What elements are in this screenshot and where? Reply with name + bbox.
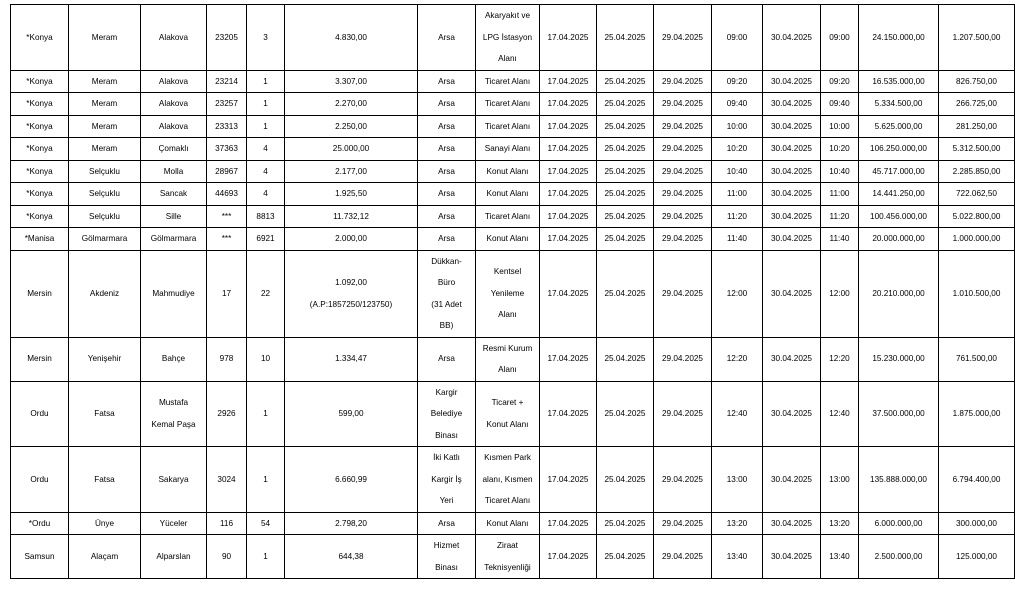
tender-time-cell: 12:40 (821, 381, 859, 447)
zoning-cell: Kentsel Yenileme Alanı (476, 250, 540, 337)
quality-cell: İki Katlı Kargir İş Yeri (418, 447, 476, 513)
table-row (11, 183, 1015, 206)
deposit-cell: 125.000,00 (939, 535, 1015, 579)
tender-time-cell: 13:00 (821, 447, 859, 513)
deadline-date-cell: 29.04.2025 (654, 115, 712, 138)
area-cell: 2.270,00 (285, 93, 418, 116)
deposit-cell: 2.285.850,00 (939, 160, 1015, 183)
estimated-price-cell: 15.230.000,00 (859, 337, 939, 381)
block-cell: 3024 (207, 447, 247, 513)
block-cell: 116 (207, 512, 247, 535)
deadline-time-cell: 13:40 (712, 535, 763, 579)
deposit-cell: 300.000,00 (939, 512, 1015, 535)
deposit-cell: 761.500,00 (939, 337, 1015, 381)
deposit-cell: 5.312.500,00 (939, 138, 1015, 161)
estimated-price-cell: 24.150.000,00 (859, 5, 939, 71)
parcel-cell: 1 (247, 381, 285, 447)
announcement-date-cell: 17.04.2025 (540, 381, 597, 447)
deadline-time-cell: 11:00 (712, 183, 763, 206)
estimated-price-cell: 45.717.000,00 (859, 160, 939, 183)
district-cell: Meram (69, 93, 141, 116)
quality-cell: Arsa (418, 5, 476, 71)
table-row (11, 93, 1015, 116)
announcement-date-cell: 17.04.2025 (540, 512, 597, 535)
announcement-date-cell: 17.04.2025 (540, 337, 597, 381)
district-cell: Yenişehir (69, 337, 141, 381)
deposit-cell: 722.062,50 (939, 183, 1015, 206)
table-row (11, 535, 1015, 579)
tender-date-cell: 30.04.2025 (763, 228, 821, 251)
neighborhood-cell: Mahmudiye (141, 250, 207, 337)
tender-date-cell: 30.04.2025 (763, 512, 821, 535)
tender-date-cell: 30.04.2025 (763, 93, 821, 116)
announcement-date-cell: 17.04.2025 (540, 535, 597, 579)
deposit-cell: 6.794.400,00 (939, 447, 1015, 513)
application-date-cell: 25.04.2025 (597, 183, 654, 206)
deadline-date-cell: 29.04.2025 (654, 93, 712, 116)
neighborhood-cell: Mustafa Kemal Paşa (141, 381, 207, 447)
application-date-cell: 25.04.2025 (597, 205, 654, 228)
auction-table (10, 4, 1015, 579)
deadline-time-cell: 11:40 (712, 228, 763, 251)
tender-date-cell: 30.04.2025 (763, 250, 821, 337)
block-cell: 37363 (207, 138, 247, 161)
block-cell: 23205 (207, 5, 247, 71)
tender-time-cell: 10:40 (821, 160, 859, 183)
quality-cell: Arsa (418, 93, 476, 116)
tender-date-cell: 30.04.2025 (763, 5, 821, 71)
district-cell: Selçuklu (69, 160, 141, 183)
application-date-cell: 25.04.2025 (597, 381, 654, 447)
neighborhood-cell: Alakova (141, 5, 207, 71)
tender-time-cell: 13:20 (821, 512, 859, 535)
announcement-date-cell: 17.04.2025 (540, 5, 597, 71)
announcement-date-cell: 17.04.2025 (540, 228, 597, 251)
announcement-date-cell: 17.04.2025 (540, 138, 597, 161)
announcement-date-cell: 17.04.2025 (540, 447, 597, 513)
deadline-time-cell: 09:40 (712, 93, 763, 116)
deposit-cell: 1.207.500,00 (939, 5, 1015, 71)
quality-cell: Kargir Belediye Binası (418, 381, 476, 447)
application-date-cell: 25.04.2025 (597, 160, 654, 183)
table-row (11, 160, 1015, 183)
neighborhood-cell: Gölmarmara (141, 228, 207, 251)
zoning-cell: Sanayi Alanı (476, 138, 540, 161)
application-date-cell: 25.04.2025 (597, 5, 654, 71)
block-cell: 44693 (207, 183, 247, 206)
parcel-cell: 6921 (247, 228, 285, 251)
parcel-cell: 3 (247, 5, 285, 71)
zoning-cell: Resmi Kurum Alanı (476, 337, 540, 381)
application-date-cell: 25.04.2025 (597, 138, 654, 161)
area-cell: 25.000,00 (285, 138, 418, 161)
estimated-price-cell: 135.888.000,00 (859, 447, 939, 513)
province-cell: *Konya (11, 160, 69, 183)
neighborhood-cell: Sakarya (141, 447, 207, 513)
quality-cell: Arsa (418, 160, 476, 183)
area-cell: 644,38 (285, 535, 418, 579)
application-date-cell: 25.04.2025 (597, 250, 654, 337)
tender-time-cell: 10:00 (821, 115, 859, 138)
district-cell: Selçuklu (69, 205, 141, 228)
province-cell: *Konya (11, 70, 69, 93)
neighborhood-cell: Alparslan (141, 535, 207, 579)
province-cell: Samsun (11, 535, 69, 579)
tender-date-cell: 30.04.2025 (763, 70, 821, 93)
neighborhood-cell: Çomaklı (141, 138, 207, 161)
deadline-date-cell: 29.04.2025 (654, 70, 712, 93)
estimated-price-cell: 20.210.000,00 (859, 250, 939, 337)
deadline-time-cell: 11:20 (712, 205, 763, 228)
application-date-cell: 25.04.2025 (597, 115, 654, 138)
estimated-price-cell: 106.250.000,00 (859, 138, 939, 161)
estimated-price-cell: 100.456.000,00 (859, 205, 939, 228)
quality-cell: Arsa (418, 115, 476, 138)
area-cell: 4.830,00 (285, 5, 418, 71)
deadline-date-cell: 29.04.2025 (654, 512, 712, 535)
estimated-price-cell: 20.000.000,00 (859, 228, 939, 251)
deadline-time-cell: 13:20 (712, 512, 763, 535)
block-cell: 23257 (207, 93, 247, 116)
tender-time-cell: 09:00 (821, 5, 859, 71)
tender-date-cell: 30.04.2025 (763, 205, 821, 228)
district-cell: Selçuklu (69, 183, 141, 206)
deadline-date-cell: 29.04.2025 (654, 138, 712, 161)
table-row (11, 205, 1015, 228)
parcel-cell: 4 (247, 160, 285, 183)
estimated-price-cell: 5.334.500,00 (859, 93, 939, 116)
deadline-time-cell: 12:00 (712, 250, 763, 337)
zoning-cell: Ticaret Alanı (476, 70, 540, 93)
deadline-time-cell: 12:20 (712, 337, 763, 381)
neighborhood-cell: Alakova (141, 115, 207, 138)
district-cell: Alaçam (69, 535, 141, 579)
zoning-cell: Konut Alanı (476, 183, 540, 206)
area-cell: 6.660,99 (285, 447, 418, 513)
block-cell: 17 (207, 250, 247, 337)
table-row (11, 447, 1015, 513)
zoning-cell: Ziraat Teknisyenliği (476, 535, 540, 579)
estimated-price-cell: 6.000.000,00 (859, 512, 939, 535)
tender-time-cell: 12:20 (821, 337, 859, 381)
province-cell: *Konya (11, 115, 69, 138)
application-date-cell: 25.04.2025 (597, 228, 654, 251)
tender-date-cell: 30.04.2025 (763, 381, 821, 447)
area-cell: 3.307,00 (285, 70, 418, 93)
province-cell: *Konya (11, 183, 69, 206)
parcel-cell: 54 (247, 512, 285, 535)
deadline-date-cell: 29.04.2025 (654, 205, 712, 228)
area-cell: 2.000,00 (285, 228, 418, 251)
block-cell: 28967 (207, 160, 247, 183)
neighborhood-cell: Sille (141, 205, 207, 228)
estimated-price-cell: 14.441.250,00 (859, 183, 939, 206)
province-cell: Mersin (11, 337, 69, 381)
parcel-cell: 22 (247, 250, 285, 337)
announcement-date-cell: 17.04.2025 (540, 205, 597, 228)
district-cell: Akdeniz (69, 250, 141, 337)
tender-time-cell: 09:40 (821, 93, 859, 116)
district-cell: Meram (69, 115, 141, 138)
area-cell: 2.250,00 (285, 115, 418, 138)
tender-time-cell: 10:20 (821, 138, 859, 161)
estimated-price-cell: 2.500.000,00 (859, 535, 939, 579)
area-cell: 1.334,47 (285, 337, 418, 381)
deadline-date-cell: 29.04.2025 (654, 183, 712, 206)
zoning-cell: Ticaret Alanı (476, 93, 540, 116)
province-cell: Mersin (11, 250, 69, 337)
province-cell: *Konya (11, 138, 69, 161)
table-row (11, 337, 1015, 381)
neighborhood-cell: Yüceler (141, 512, 207, 535)
application-date-cell: 25.04.2025 (597, 70, 654, 93)
table-row (11, 138, 1015, 161)
parcel-cell: 4 (247, 138, 285, 161)
parcel-cell: 1 (247, 115, 285, 138)
table-row (11, 115, 1015, 138)
block-cell: 2926 (207, 381, 247, 447)
table-row (11, 512, 1015, 535)
parcel-cell: 1 (247, 70, 285, 93)
district-cell: Fatsa (69, 381, 141, 447)
zoning-cell: Konut Alanı (476, 228, 540, 251)
application-date-cell: 25.04.2025 (597, 535, 654, 579)
deadline-date-cell: 29.04.2025 (654, 5, 712, 71)
quality-cell: Arsa (418, 70, 476, 93)
tender-time-cell: 09:20 (821, 70, 859, 93)
deadline-date-cell: 29.04.2025 (654, 160, 712, 183)
table-row (11, 250, 1015, 337)
block-cell: 23214 (207, 70, 247, 93)
announcement-date-cell: 17.04.2025 (540, 93, 597, 116)
application-date-cell: 25.04.2025 (597, 93, 654, 116)
district-cell: Ünye (69, 512, 141, 535)
table-row (11, 70, 1015, 93)
tender-time-cell: 11:20 (821, 205, 859, 228)
province-cell: Ordu (11, 447, 69, 513)
announcement-date-cell: 17.04.2025 (540, 160, 597, 183)
tender-date-cell: 30.04.2025 (763, 183, 821, 206)
deadline-date-cell: 29.04.2025 (654, 337, 712, 381)
area-cell: 2.798,20 (285, 512, 418, 535)
district-cell: Meram (69, 70, 141, 93)
tender-date-cell: 30.04.2025 (763, 447, 821, 513)
zoning-cell: Ticaret Alanı (476, 205, 540, 228)
zoning-cell: Konut Alanı (476, 160, 540, 183)
district-cell: Meram (69, 138, 141, 161)
tender-date-cell: 30.04.2025 (763, 337, 821, 381)
area-cell: 599,00 (285, 381, 418, 447)
quality-cell: Arsa (418, 512, 476, 535)
province-cell: *Manisa (11, 228, 69, 251)
area-cell: 1.925,50 (285, 183, 418, 206)
deadline-time-cell: 10:20 (712, 138, 763, 161)
quality-cell: Arsa (418, 337, 476, 381)
table-row (11, 5, 1015, 71)
deadline-date-cell: 29.04.2025 (654, 381, 712, 447)
table-row (11, 381, 1015, 447)
deadline-date-cell: 29.04.2025 (654, 250, 712, 337)
estimated-price-cell: 37.500.000,00 (859, 381, 939, 447)
area-cell: 2.177,00 (285, 160, 418, 183)
deposit-cell: 1.875.000,00 (939, 381, 1015, 447)
parcel-cell: 1 (247, 535, 285, 579)
area-cell: 11.732,12 (285, 205, 418, 228)
tender-date-cell: 30.04.2025 (763, 138, 821, 161)
deposit-cell: 826.750,00 (939, 70, 1015, 93)
parcel-cell: 1 (247, 93, 285, 116)
application-date-cell: 25.04.2025 (597, 512, 654, 535)
neighborhood-cell: Alakova (141, 93, 207, 116)
deadline-date-cell: 29.04.2025 (654, 535, 712, 579)
quality-cell: Arsa (418, 228, 476, 251)
tender-date-cell: 30.04.2025 (763, 535, 821, 579)
province-cell: *Ordu (11, 512, 69, 535)
neighborhood-cell: Sancak (141, 183, 207, 206)
deadline-time-cell: 13:00 (712, 447, 763, 513)
announcement-date-cell: 17.04.2025 (540, 183, 597, 206)
neighborhood-cell: Alakova (141, 70, 207, 93)
quality-cell: Arsa (418, 205, 476, 228)
estimated-price-cell: 16.535.000,00 (859, 70, 939, 93)
estimated-price-cell: 5.625.000,00 (859, 115, 939, 138)
district-cell: Gölmarmara (69, 228, 141, 251)
parcel-cell: 1 (247, 447, 285, 513)
announcement-date-cell: 17.04.2025 (540, 115, 597, 138)
deadline-time-cell: 09:20 (712, 70, 763, 93)
neighborhood-cell: Bahçe (141, 337, 207, 381)
announcement-date-cell: 17.04.2025 (540, 70, 597, 93)
application-date-cell: 25.04.2025 (597, 447, 654, 513)
quality-cell: Arsa (418, 138, 476, 161)
block-cell: 90 (207, 535, 247, 579)
zoning-cell: Konut Alanı (476, 512, 540, 535)
deposit-cell: 1.000.000,00 (939, 228, 1015, 251)
tender-date-cell: 30.04.2025 (763, 115, 821, 138)
quality-cell: Arsa (418, 183, 476, 206)
quality-cell: Hizmet Binası (418, 535, 476, 579)
province-cell: *Konya (11, 205, 69, 228)
tender-time-cell: 11:40 (821, 228, 859, 251)
zoning-cell: Ticaret + Konut Alanı (476, 381, 540, 447)
block-cell: *** (207, 228, 247, 251)
deposit-cell: 1.010.500,00 (939, 250, 1015, 337)
deposit-cell: 5.022.800,00 (939, 205, 1015, 228)
application-date-cell: 25.04.2025 (597, 337, 654, 381)
quality-cell: Dükkan- Büro (31 Adet BB) (418, 250, 476, 337)
deadline-date-cell: 29.04.2025 (654, 228, 712, 251)
province-cell: Ordu (11, 381, 69, 447)
tender-time-cell: 13:40 (821, 535, 859, 579)
table-body (11, 5, 1015, 579)
province-cell: *Konya (11, 5, 69, 71)
zoning-cell: Akaryakıt ve LPG İstasyon Alanı (476, 5, 540, 71)
tender-time-cell: 12:00 (821, 250, 859, 337)
deadline-time-cell: 10:00 (712, 115, 763, 138)
tender-time-cell: 11:00 (821, 183, 859, 206)
block-cell: *** (207, 205, 247, 228)
deposit-cell: 281.250,00 (939, 115, 1015, 138)
block-cell: 23313 (207, 115, 247, 138)
deadline-time-cell: 12:40 (712, 381, 763, 447)
zoning-cell: Kısmen Park alanı, Kısmen Ticaret Alanı (476, 447, 540, 513)
announcement-date-cell: 17.04.2025 (540, 250, 597, 337)
parcel-cell: 4 (247, 183, 285, 206)
deadline-time-cell: 10:40 (712, 160, 763, 183)
zoning-cell: Ticaret Alanı (476, 115, 540, 138)
neighborhood-cell: Molla (141, 160, 207, 183)
table-row (11, 228, 1015, 251)
tender-date-cell: 30.04.2025 (763, 160, 821, 183)
area-cell: 1.092,00 (A.P:1857250/123750) (285, 250, 418, 337)
district-cell: Fatsa (69, 447, 141, 513)
deposit-cell: 266.725,00 (939, 93, 1015, 116)
deadline-time-cell: 09:00 (712, 5, 763, 71)
block-cell: 978 (207, 337, 247, 381)
deadline-date-cell: 29.04.2025 (654, 447, 712, 513)
parcel-cell: 10 (247, 337, 285, 381)
province-cell: *Konya (11, 93, 69, 116)
parcel-cell: 8813 (247, 205, 285, 228)
district-cell: Meram (69, 5, 141, 71)
